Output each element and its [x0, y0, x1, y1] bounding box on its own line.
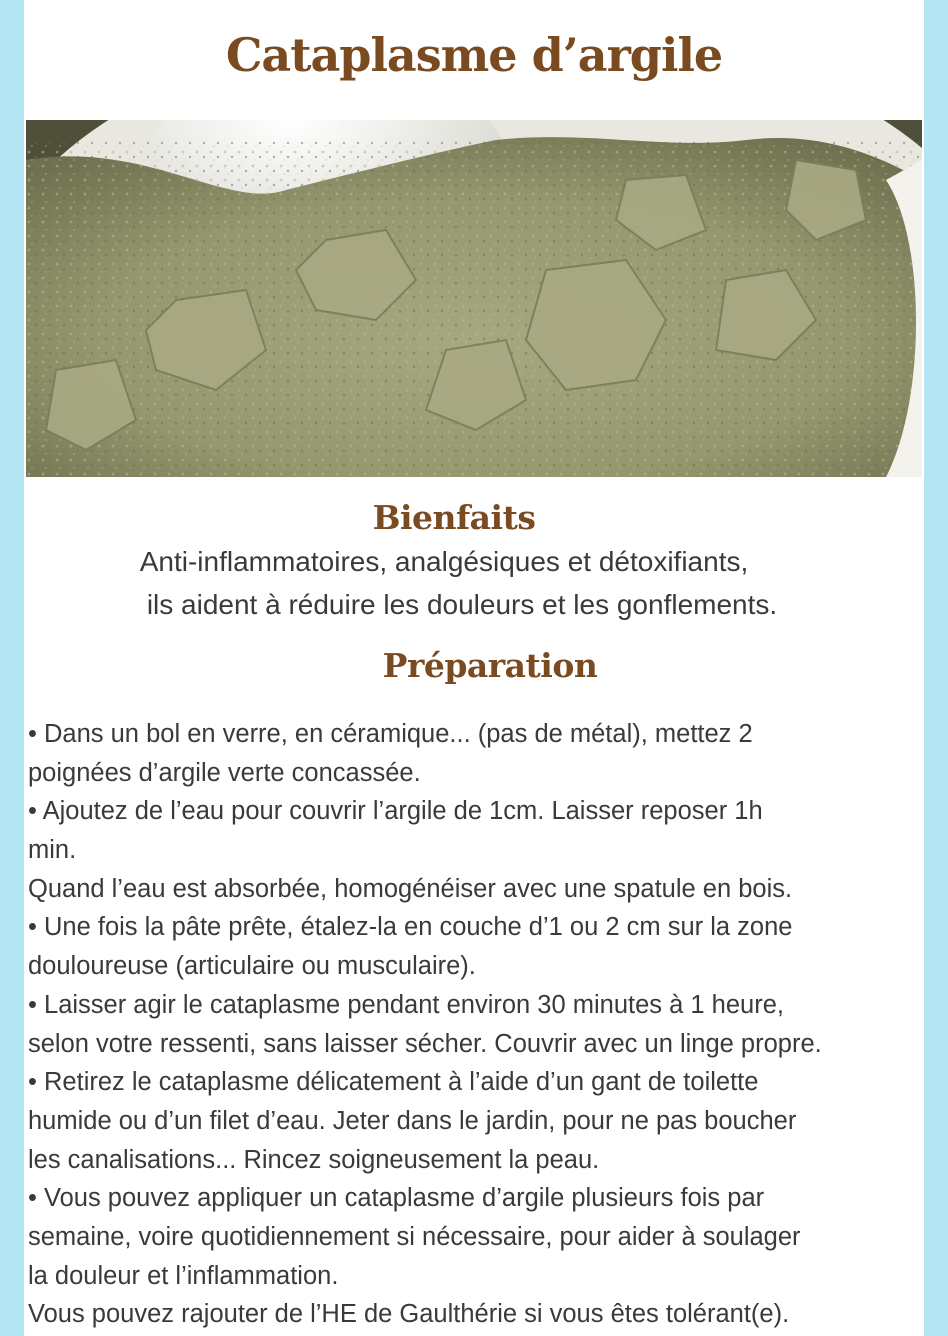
step-line: douloureuse (articulaire ou musculaire).: [28, 952, 476, 981]
step-line: Vous pouvez rajouter de l’HE de Gaulthérie si vous êtes tolérant(e).: [28, 1300, 790, 1329]
step-line: semaine, voire quotidiennement si nécessaire, pour aider à soulager: [28, 1222, 801, 1251]
benefits-heading: Bienfaits: [372, 498, 536, 537]
preparation-heading: Préparation: [382, 646, 598, 685]
clay-powder-photo: [26, 120, 922, 477]
step-line: les canalisations... Rincez soigneusement la peau.: [28, 1145, 600, 1174]
page-title: Cataplasme d’argile: [225, 28, 723, 82]
step-line: poignées d’argile verte concassée.: [28, 758, 421, 787]
benefits-line: ils aident à réduire les douleurs et les gonflements.: [146, 589, 778, 620]
preparation-steps: [28, 715, 924, 1334]
step-line: • Laisser agir le cataplasme pendant environ 30 minutes à 1 heure,: [28, 990, 784, 1019]
step-line: • Ajoutez de l’eau pour couvrir l’argile de 1cm. Laisser reposer 1h: [28, 797, 763, 826]
step-line: la douleur et l’inflammation.: [28, 1261, 339, 1290]
benefits-line: Anti-inflammatoires, analgésiques et détoxifiants,: [139, 546, 749, 577]
step-line: • Dans un bol en verre, en céramique... (pas de métal), mettez 2: [28, 720, 753, 748]
step-line: • Une fois la pâte prête, étalez-la en couche d’1 ou 2 cm sur la zone: [28, 913, 793, 942]
step-line: min.: [28, 836, 77, 865]
step-line: • Retirez le cataplasme délicatement à l’aide d’un gant de toilette: [28, 1068, 759, 1097]
step-line: • Vous pouvez appliquer un cataplasme d’argile plusieurs fois par: [28, 1184, 765, 1213]
step-line: humide ou d’un filet d’eau. Jeter dans le jardin, pour ne pas boucher: [28, 1106, 797, 1135]
recipe-card: [24, 0, 924, 1336]
clay-bowl-illustration: [26, 120, 922, 477]
step-line: Quand l’eau est absorbée, homogénéiser avec une spatule en bois.: [28, 874, 793, 903]
step-line: selon votre ressenti, sans laisser sécher. Couvrir avec un linge propre.: [28, 1029, 822, 1058]
